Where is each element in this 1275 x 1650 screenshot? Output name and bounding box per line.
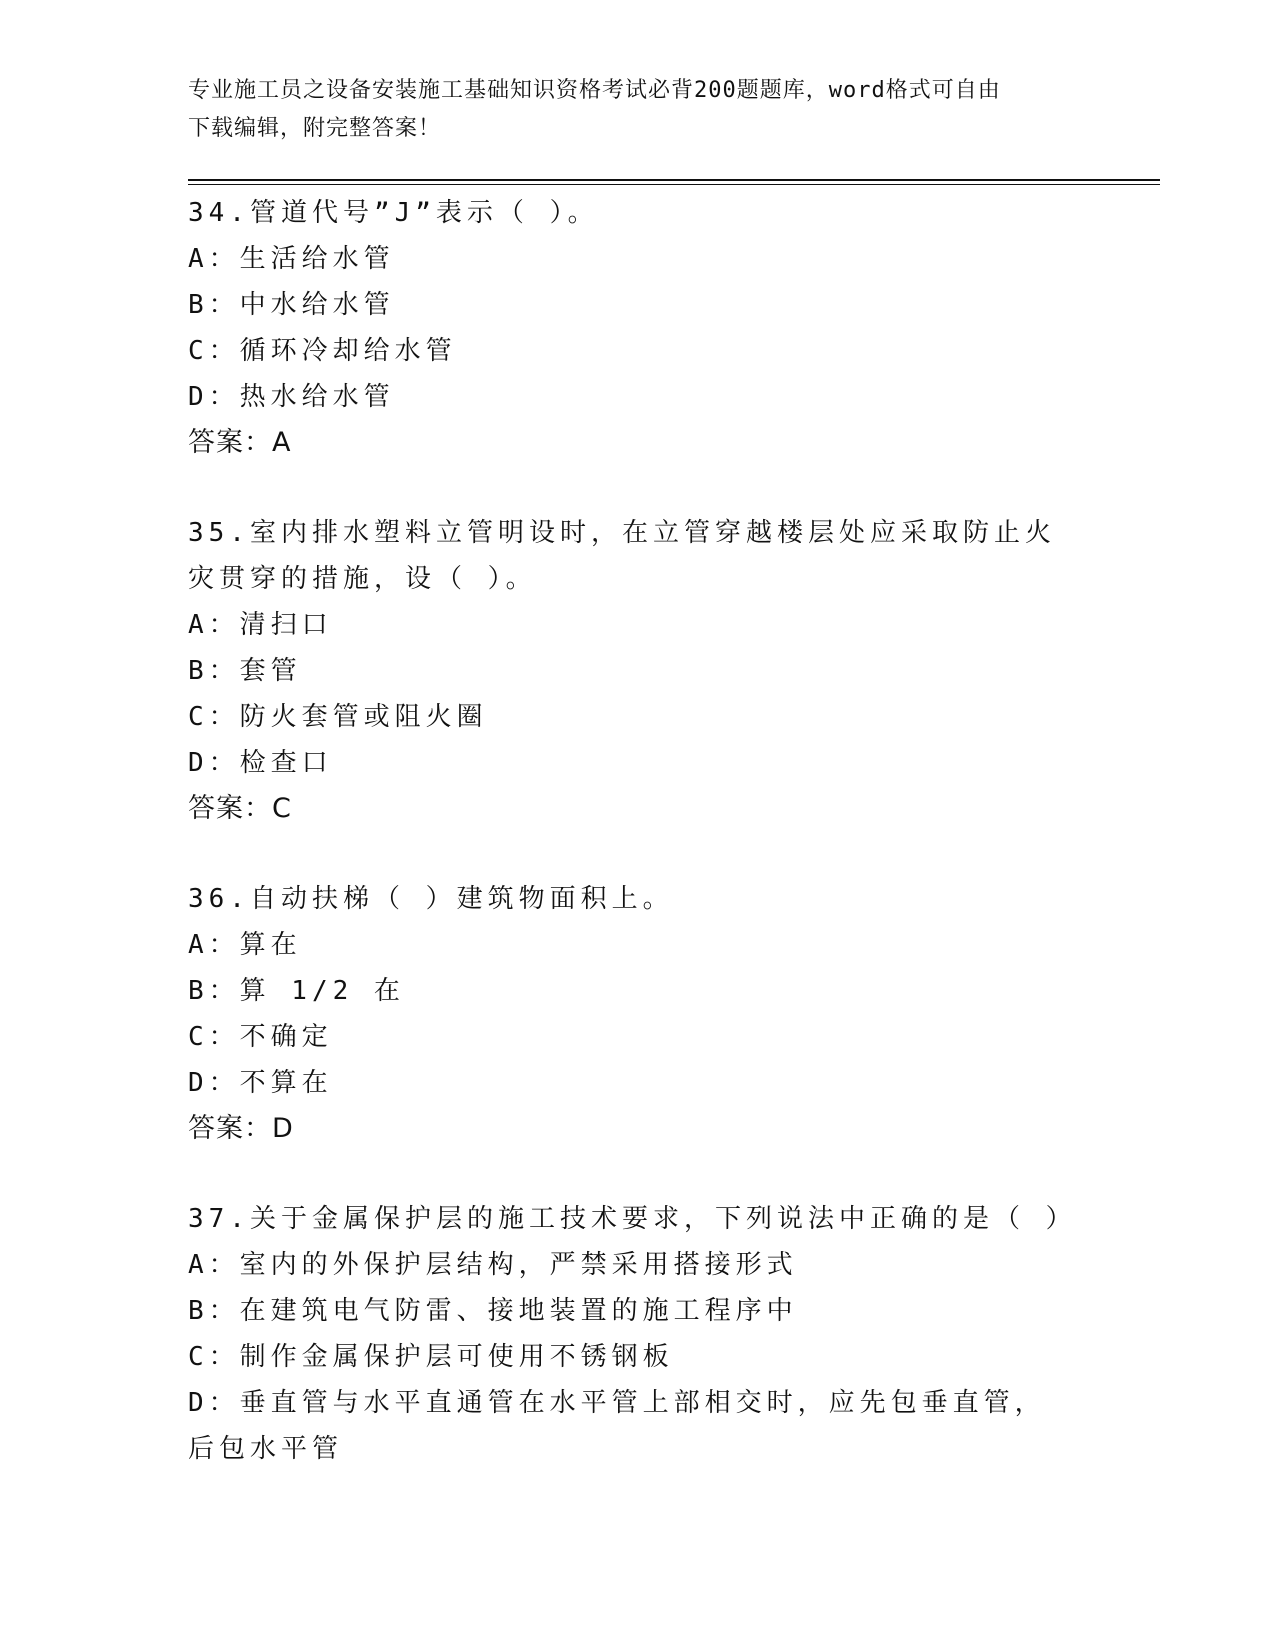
option-a: A：室内的外保护层结构，严禁采用搭接形式: [188, 1250, 798, 1280]
option-a: A：算在: [188, 930, 302, 960]
option-a: A：清扫口: [188, 610, 333, 640]
option-c: C：不确定: [188, 1022, 333, 1052]
option-b: B：算 1/2 在: [188, 976, 405, 1006]
question-stem: 35.室内排水塑料立管明设时，在立管穿越楼层处应采取防止火灾贯穿的措施，设（ ）。: [188, 518, 1056, 594]
answer-label: 答案：A: [188, 427, 292, 458]
header-line-1: 专业施工员之设备安装施工基础知识资格考试必背200题题库，word格式可自由: [188, 78, 1001, 103]
document-header: [188, 72, 1088, 148]
option-b: B：在建筑电气防雷、接地装置的施工程序中: [188, 1296, 798, 1326]
answer-label: 答案：C: [188, 793, 292, 824]
option-a: A：生活给水管: [188, 244, 395, 274]
question-37: [188, 1196, 1088, 1472]
answer-label: 答案：D: [188, 1113, 294, 1144]
option-d: D：检查口: [188, 748, 333, 778]
header-rule-thin: [188, 184, 1160, 185]
option-d: D：热水给水管: [188, 382, 395, 412]
question-stem: 36.自动扶梯（ ）建筑物面积上。: [188, 884, 674, 914]
option-c: C：循环冷却给水管: [188, 336, 457, 366]
option-b: B：中水给水管: [188, 290, 395, 320]
question-34: [188, 190, 1088, 466]
question-stem: 37.关于金属保护层的施工技术要求，下列说法中正确的是（ ）: [188, 1204, 1077, 1234]
header-rule-thick: [188, 179, 1160, 181]
question-stem: 34.管道代号”J”表示（ ）。: [188, 198, 599, 228]
question-list: [188, 190, 1088, 1516]
option-d: D：垂直管与水平直通管在水平管上部相交时，应先包垂直管，后包水平管: [188, 1388, 1046, 1464]
question-35: [188, 510, 1088, 832]
option-c: C：防火套管或阻火圈: [188, 702, 488, 732]
question-36: [188, 876, 1088, 1152]
option-b: B：套管: [188, 656, 302, 686]
option-c: C：制作金属保护层可使用不锈钢板: [188, 1342, 674, 1372]
header-line-2: 下载编辑，附完整答案！: [188, 116, 442, 141]
option-d: D：不算在: [188, 1068, 333, 1098]
